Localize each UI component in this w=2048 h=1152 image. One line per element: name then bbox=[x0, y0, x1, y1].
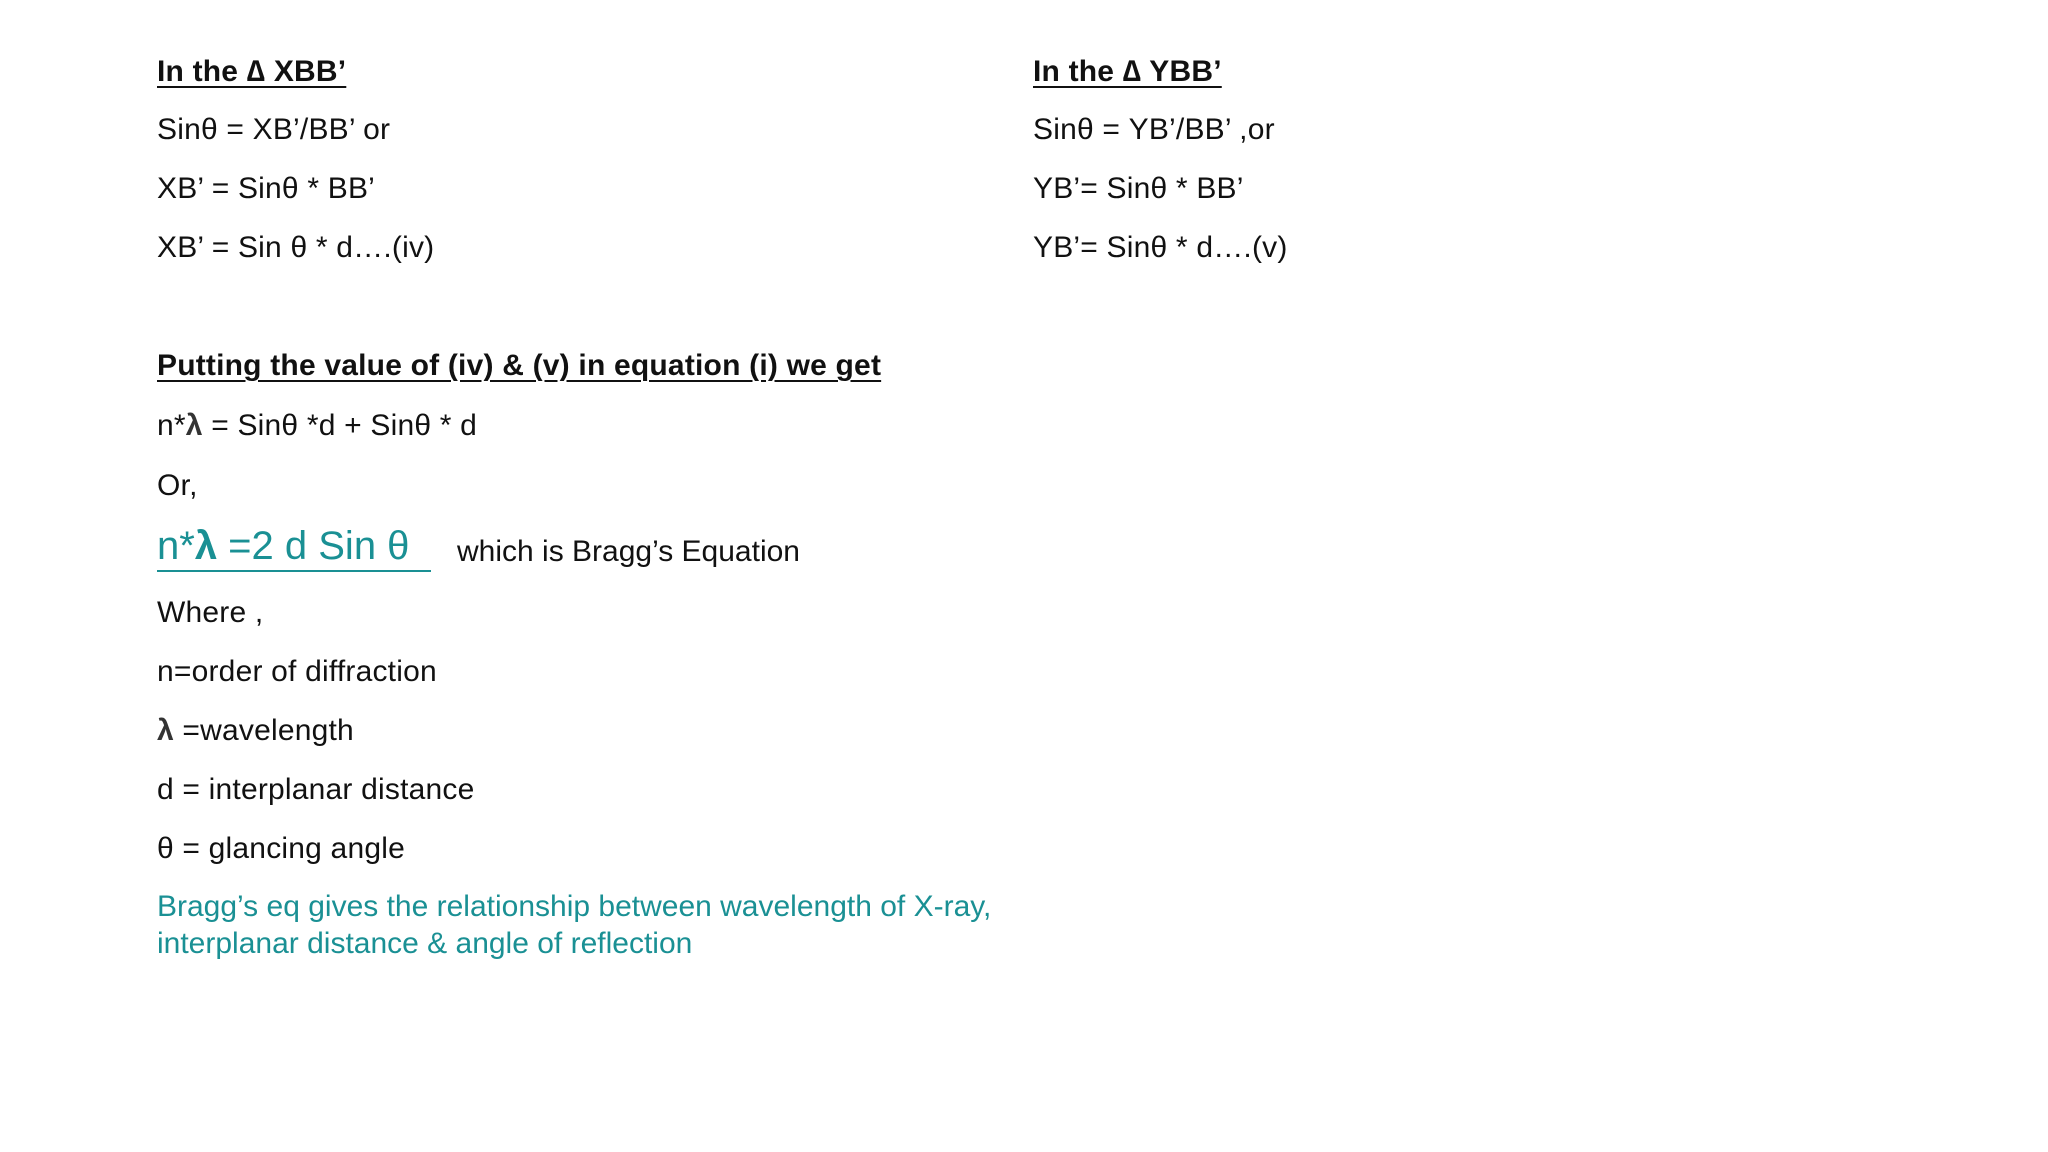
where-label: Where , bbox=[157, 596, 264, 629]
left-block-line-3: XB’ = Sin θ * d….(iv) bbox=[157, 231, 435, 264]
derivation-heading: Putting the value of (iv) & (v) in equation (i) we get bbox=[157, 349, 882, 382]
step1-rest: = Sinθ *d + Sinθ * d bbox=[202, 409, 478, 442]
derivation-step-1 bbox=[157, 406, 477, 446]
right-block-line-3: YB’= Sinθ * d….(v) bbox=[1033, 231, 1288, 264]
bragg-prefix: n* bbox=[157, 524, 195, 568]
bragg-equation-text bbox=[157, 522, 431, 572]
definition-lambda-symbol: λ bbox=[157, 714, 174, 747]
or-label: Or, bbox=[157, 469, 198, 502]
right-block-line-1: Sinθ = YB’/BB’ ,or bbox=[1033, 113, 1275, 146]
step1-prefix: n* bbox=[157, 409, 186, 442]
bragg-rest: =2 d Sin θ bbox=[217, 524, 410, 568]
definition-n: n=order of diffraction bbox=[157, 655, 437, 688]
bragg-note-line-1: Bragg’s eq gives the relationship between wavelength of X-ray, bbox=[157, 890, 992, 923]
lambda-symbol: λ bbox=[185, 409, 203, 442]
bragg-lambda-symbol: λ bbox=[194, 524, 218, 568]
left-block-heading: In the ∆ XBB’ bbox=[157, 55, 347, 88]
definition-lambda bbox=[157, 711, 354, 751]
bragg-note bbox=[157, 888, 1157, 962]
right-block-heading: In the ∆ YBB’ bbox=[1033, 55, 1222, 88]
definition-theta: θ = glancing angle bbox=[157, 832, 405, 865]
right-block-line-2: YB’= Sinθ * BB’ bbox=[1033, 172, 1244, 205]
bragg-caption: which is Bragg’s Equation bbox=[457, 535, 800, 568]
left-block-line-1: Sinθ = XB’/BB’ or bbox=[157, 113, 391, 146]
bragg-note-line-2: interplanar distance & angle of reflection bbox=[157, 927, 693, 960]
bragg-equation bbox=[157, 522, 431, 572]
left-block-line-2: XB’ = Sinθ * BB’ bbox=[157, 172, 376, 205]
definition-lambda-text: =wavelength bbox=[173, 714, 354, 747]
definition-d: d = interplanar distance bbox=[157, 773, 475, 806]
